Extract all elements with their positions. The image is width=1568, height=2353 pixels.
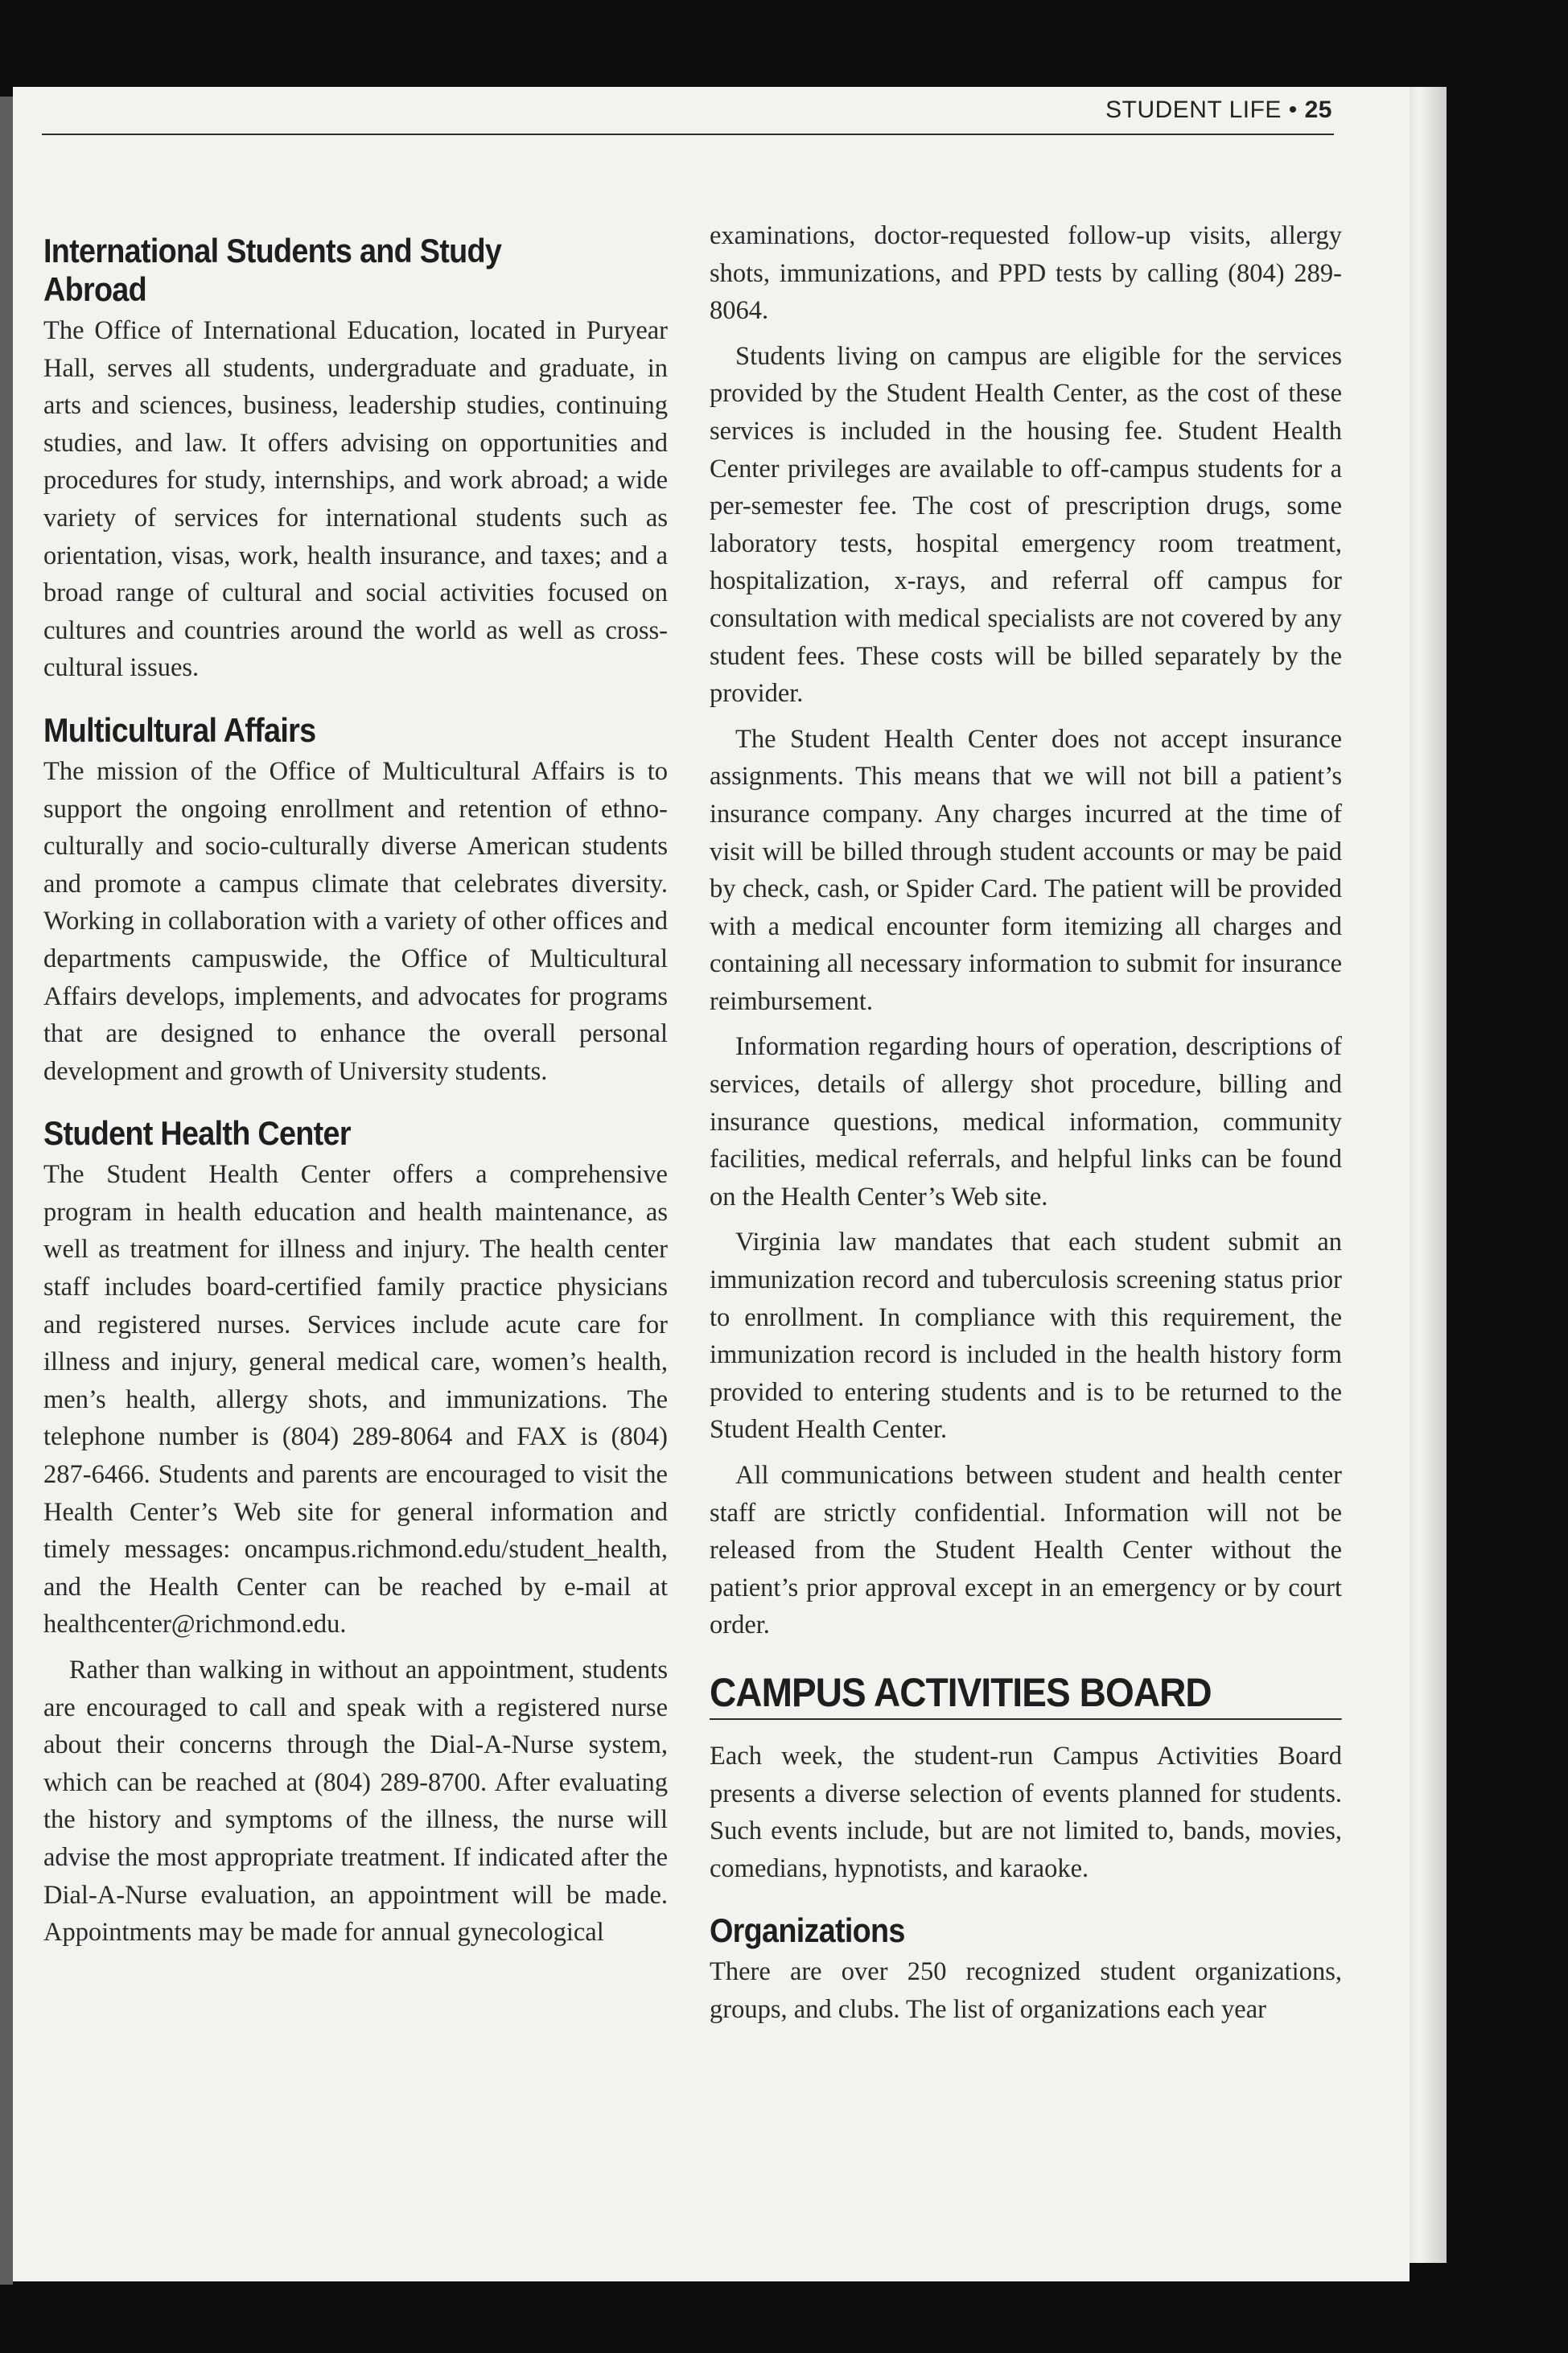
heading-organizations: Organizations — [710, 1911, 905, 1950]
left-column — [43, 232, 668, 1960]
right-column — [710, 217, 1342, 2037]
book-shadow — [0, 97, 13, 2285]
header-section: STUDENT LIFE — [1105, 97, 1282, 123]
paragraph-dial-a-nurse: Rather than walking in without an appointment, students are encouraged to call and speak with a registered nurse about their concerns through the Dial-A-Nurse system, which can be reached at (804) 289-8700. After evaluating the history and symptoms of the illness, the nurse will advise the most appropriate treatment. If indicated after the Dial-A-Nurse evaluation, an appointment will be made. Appointments may be made for annual gynecological — [43, 1656, 668, 1948]
paragraph-organizations: There are over 250 recognized student organizations, groups, and clubs. The list of organizations each year — [710, 1957, 1342, 2024]
header-text — [1105, 97, 1332, 124]
paragraph-eligibility: Students living on campus are eligible for the services provided by the Student Health Center, as the cost of these services is included in the housing fee. Student Health Center privileges are available to off-campus students for a per-semester fee. The cost of prescription drugs, some laboratory tests, hospital emergency room treatment, hospitalization, x-rays, and referral off campus for consultation with medical specialists are not covered by any student fees. These costs will be billed separately by the provider. — [710, 341, 1342, 709]
paragraph-insurance: The Student Health Center does not accept insurance assignments. This means that we will not bill a patient’s insurance company. Any charges incurred at the time of visit will be billed through student accounts or may be paid by check, cash, or Spider Card. The patient will be provided with a medical encounter form itemizing all charges and containing all necessary information to submit for insurance reimbursement. — [710, 724, 1342, 1016]
paragraph-international: The Office of International Education, located in Puryear Hall, serves all students, undergraduate and graduate, in arts and sciences, business, leadership studies, continuing studies, and law. It offers advising on opportunities and procedures for study, internships, and work abroad; a wide variety of services for international students such as orientation, visas, work, health insurance, and taxes; and a broad range of cultural and social activities focused on cultures and countries around the world as well as cross-cultural issues. — [43, 316, 668, 683]
heading-multicultural: Multicultural Affairs — [43, 710, 316, 749]
paragraph-virginia-law: Virginia law mandates that each student submit an immunization record and tuberculosis screening status prior to enrollment. In compliance with this requirement, the immunization record is included in the health history form provided to entering students and is to be returned to the Student Health Center. — [710, 1228, 1342, 1445]
header-separator: • — [1288, 97, 1298, 123]
paragraph-campus-activities: Each week, the student-run Campus Activities Board presents a diverse selection of events planned for students. Such events include, but are not limited to, bands, movies, comedians, hypnotists, and karaoke. — [710, 1741, 1342, 1883]
page-number: 25 — [1304, 97, 1332, 123]
paragraph-confidentiality: All communications between student and health center staff are strictly confidential. Information will not be released from the Student Health Center without the patient’s prior approval except in an emergency or by court order. — [710, 1461, 1342, 1640]
paragraph-information: Information regarding hours of operation, descriptions of services, details of allergy shot procedure, billing and insurance questions, medical information, community facilities, medical referrals, and helpful links can be found on the Health Center’s Web site. — [710, 1032, 1342, 1211]
paragraph-multicultural: The mission of the Office of Multicultural Affairs is to support the ongoing enrollment and retention of ethno-culturally and socio-culturally diverse American students and promote a campus climate that celebrates diversity. Working in collaboration with a variety of other offices and departments campuswide, the Office of Multicultural Affairs develops, implements, and advocates for programs that are designed to enhance the overall personal development and growth of University students. — [43, 756, 668, 1086]
heading-health-center: Student Health Center — [43, 1114, 351, 1153]
paragraph-continued: examinations, doctor-requested follow-up visits, allergy shots, immunizations, and PPD tests by calling (804) 289-8064. — [710, 221, 1342, 326]
running-header — [42, 90, 1334, 135]
paragraph-health-center: The Student Health Center offers a comprehensive program in health education and health maintenance, as well as treatment for illness and injury. The health center staff includes board-certified family practice physicians and registered nurses. Services include acute care for illness and injury, general medical care, women’s health, men’s health, allergy shots, and immunizations. The telephone number is (804) 289-8064 and FAX is (804) 287-6466. Students and parents are encouraged to visit the Health Center’s Web site for general information and timely messages: oncampus.richmond.edu/student_health, and the Health Center can be reached by e-mail at healthcenter@richmond.edu. — [43, 1160, 668, 1639]
heading-international: International Students and Study Abroad — [43, 232, 502, 308]
heading-campus-activities-board: CAMPUS ACTIVITIES BOARD — [710, 1668, 1342, 1720]
